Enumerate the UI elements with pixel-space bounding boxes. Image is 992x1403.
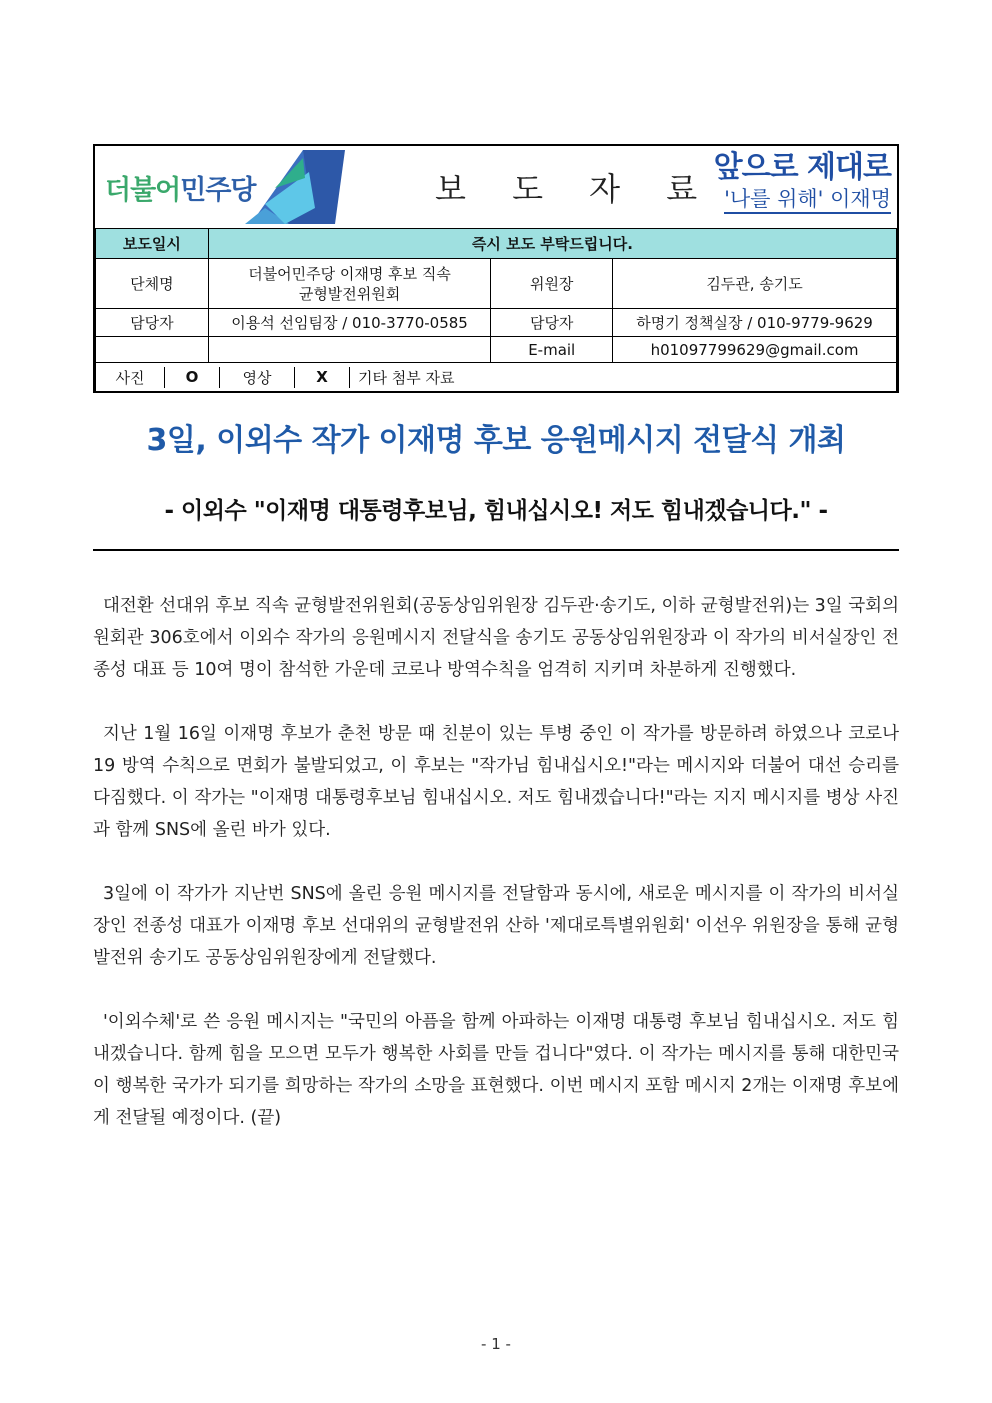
divider <box>93 549 899 551</box>
table-row <box>96 259 897 309</box>
email-value: h01097799629@gmail.com <box>613 337 897 363</box>
empty-cell <box>208 337 491 363</box>
paragraph: 대전환 선대위 후보 직속 균형발전위원회(공동상임위원장 김두관·송기도, 이하 균형발전위)는 3일 국회의원회관 306호에서 이외수 작가의 응원메시지 전달식을 송기도 공동상임위원장과 이 작가의 비서실장인 전종성 대표 등 10여 명이 참석한 가운데 코로나 방역수칙을 엄격히 지키며 차분하게 진행했다. <box>93 596 899 680</box>
contact-value-1: 이용석 선임팀장 / 010-3770-0585 <box>208 309 491 337</box>
table-row <box>96 337 897 363</box>
paragraph: '이외수체'로 쓴 응원 메시지는 "국민의 아픔을 함께 아파하는 이재명 대통령 후보님 힘내십시오. 저도 힘내겠습니다. 함께 힘을 모으면 모두가 행복한 사회를 만들 겁니다"였다. 이 작가는 메시지를 통해 대한민국이 행복한 국가가 되기를 희망하는 작가의 소망을 표현했다. 이번 메시지 포함 메시지 2개는 이재명 후보에게 전달될 예정이다. (끝) <box>93 1012 899 1128</box>
contact-label-2: 담당자 <box>491 309 613 337</box>
info-table <box>95 228 897 392</box>
press-release-title: 보 도 자 료 <box>435 170 716 208</box>
chair-label: 위원장 <box>491 259 613 309</box>
article-title: 3일, 이외수 작가 이재명 후보 응원메시지 전달식 개최 <box>146 423 846 458</box>
party-emblem-icon <box>245 148 345 224</box>
table-row <box>96 309 897 337</box>
video-label: 영상 <box>220 367 295 388</box>
email-label: E-mail <box>491 337 613 363</box>
paragraph: 지난 1월 16일 이재명 후보가 춘천 방문 때 친분이 있는 투병 중인 이 작가를 방문하려 하였으나 코로나19 방역 수칙으로 면회가 불발되었고, 이 후보는 "작가님 힘내십시오!"라는 메시지와 더불어 대선 승리를 다짐했다. 이 작가는 "이재명 대통령후보님 힘내십시오. 저도 힘내겠습니다!"라는 지지 메시지를 병상 사진과 함께 SNS에 올린 바가 있다. <box>93 724 899 840</box>
org-value: 더불어민주당 이재명 후보 직속 균형발전위원회 <box>208 259 491 309</box>
paragraph: 3일에 이 작가가 지난번 SNS에 올린 응원 메시지를 전달함과 동시에, 새로운 메시지를 이 작가의 비서실장인 전종성 대표가 이재명 후보 선대위의 균형발전위 산하 '제대로특별위원회' 이선우 위원장을 통해 균형발전위 송기도 공동상임위원장에게 전달했다. <box>93 884 899 968</box>
release-value: 즉시 보도 부탁드립니다. <box>208 229 896 259</box>
chair-value: 김두관, 송기도 <box>613 259 897 309</box>
empty-cell <box>96 337 209 363</box>
page-number: - 1 - <box>481 1335 511 1353</box>
table-row <box>96 229 897 259</box>
attachment-table <box>96 367 896 388</box>
header-banner <box>95 146 897 229</box>
article-body <box>93 590 899 1166</box>
article-subtitle: - 이외수 "이재명 대통령후보님, 힘내십시오! 저도 힘내겠습니다." - <box>164 498 828 524</box>
slogan-line-1: 앞으로 제대로 <box>713 150 891 185</box>
contact-label-1: 담당자 <box>96 309 209 337</box>
photo-label: 사진 <box>96 367 165 388</box>
org-label: 단체명 <box>96 259 209 309</box>
release-label: 보도일시 <box>96 229 209 259</box>
photo-value: O <box>165 367 220 388</box>
party-logo: 더불어민주당 <box>105 175 256 206</box>
table-row <box>96 363 897 392</box>
other-attachments-label: 기타 첨부 자료 <box>358 368 455 387</box>
campaign-slogan <box>711 150 891 214</box>
contact-value-2: 하명기 정책실장 / 010-9779-9629 <box>613 309 897 337</box>
video-value: X <box>295 367 350 388</box>
slogan-line-2: '나를 위해' 이재명 <box>724 186 891 214</box>
press-header-box <box>93 144 899 393</box>
